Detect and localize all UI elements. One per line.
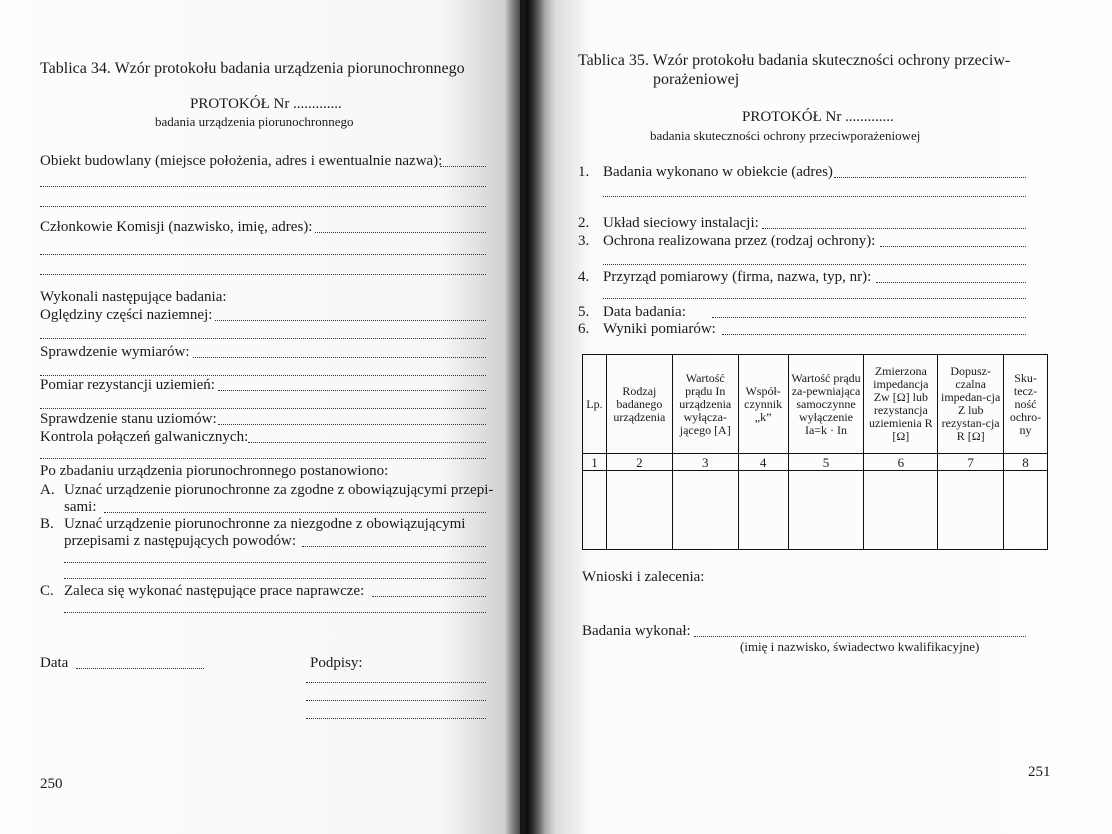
data-label: Data [40, 655, 69, 671]
czlonkowie-dotted-line [40, 274, 486, 275]
uziomy-dotted-line [218, 424, 486, 425]
signature-line [306, 718, 486, 719]
empty-cell [788, 471, 864, 550]
pomiar-dotted-line [218, 390, 486, 391]
column-number-cell: 8 [1004, 454, 1048, 471]
option-b-dotted-line [64, 578, 486, 579]
option-a-dotted-line [104, 512, 486, 513]
czlonkowie-label: Członkowie Komisji (nazwisko, imię, adres): [40, 219, 313, 235]
table-empty-row [583, 471, 1048, 550]
option-b-text: Uznać urządzenie piorunochronne za niezgodne z obowiązującymi [64, 516, 466, 532]
kontrola-dotted-line [40, 458, 486, 459]
table-header-cell: Sku-tecz-ność ochro-ny [1004, 355, 1048, 454]
badania-wykonal-note: (imię i nazwisko, świadectwo kwalifikacyjne) [740, 639, 980, 654]
empty-cell [864, 471, 938, 550]
badania-wykonal-dotted-line [694, 636, 1026, 637]
item-dotted-line [603, 264, 1026, 265]
table-header-cell: Wartość prądu za-pewniająca samoczynne wyłączenie Ia=k · In [788, 355, 864, 454]
table-header-cell: Dopusz-czalna impedan-cja Z lub rezystan-cja R [Ω] [938, 355, 1004, 454]
item-dotted-line [834, 177, 1026, 178]
item-number: 4. [578, 269, 590, 285]
podpisy-label: Podpisy: [310, 655, 363, 671]
right-protocol-subheading: badania skuteczności ochrony przeciwporażeniowej [650, 128, 921, 143]
option-c-marker: C. [40, 583, 54, 599]
column-number-cell: 7 [938, 454, 1004, 471]
option-b-marker: B. [40, 516, 54, 532]
empty-cell [672, 471, 738, 550]
item-label: Badania wykonano w obiekcie (adres) [603, 164, 833, 180]
czlonkowie-dotted-line [40, 254, 486, 255]
right-protocol-heading: PROTOKÓŁ Nr ............. [742, 109, 894, 125]
signature-line [306, 682, 486, 683]
item-number: 3. [578, 233, 590, 249]
item-label: Ochrona realizowana przez (rodzaj ochrony): [603, 233, 876, 249]
table-column-number-row [583, 454, 1048, 471]
table-header-cell: Współ-czynnik „k” [738, 355, 788, 454]
czlonkowie-dotted-line [315, 232, 486, 233]
badania-wykonal-label: Badania wykonał: [582, 623, 691, 639]
wnioski-label: Wnioski i zalecenia: [582, 569, 705, 585]
ogledziny-dotted-line [40, 338, 486, 339]
ogledziny-label: Oględziny części naziemnej: [40, 307, 213, 323]
option-b-dotted-line [64, 562, 486, 563]
item-dotted-line [603, 196, 1026, 197]
item-number: 1. [578, 164, 590, 180]
item-label: Układ sieciowy instalacji: [603, 215, 759, 231]
table-header-cell: Rodzaj badanego urządzenia [606, 355, 672, 454]
column-number-cell: 1 [583, 454, 607, 471]
item-dotted-line [880, 246, 1026, 247]
empty-cell [938, 471, 1004, 550]
item-dotted-line [603, 298, 1026, 299]
ogledziny-dotted-line [215, 320, 486, 321]
right-page-number: 251 [1028, 764, 1051, 780]
pomiar-label: Pomiar rezystancji uziemień: [40, 377, 215, 393]
obiekt-dotted-line [40, 186, 486, 187]
table-header-cell: Wartość prądu In urządzenia wyłącza-jącego [A] [672, 355, 738, 454]
column-number-cell: 3 [672, 454, 738, 471]
empty-cell [1004, 471, 1048, 550]
option-a-text-cont: sami: [64, 499, 97, 515]
table-header-cell: Zmierzona impedancja Zw [Ω] lub rezystancja uziemienia R [Ω] [864, 355, 938, 454]
signature-line [306, 700, 486, 701]
results-table [582, 354, 1048, 550]
right-table-title: Tablica 35. Wzór protokołu badania skuteczności ochrony przeciw- [578, 52, 1011, 69]
option-a-marker: A. [40, 482, 55, 498]
wykonali-label: Wykonali następujące badania: [40, 289, 227, 305]
empty-cell [606, 471, 672, 550]
item-number: 6. [578, 321, 590, 337]
sprawdzenie-wymiarow-label: Sprawdzenie wymiarów: [40, 344, 190, 360]
kontrola-label: Kontrola połączeń galwanicznych: [40, 429, 249, 445]
pomiar-dotted-line [40, 408, 486, 409]
left-table-title: Tablica 34. Wzór protokołu badania urządzenia piorunochronnego [40, 60, 465, 77]
option-a-text: Uznać urządzenie piorunochronne za zgodne z obowiązującymi przepi- [64, 482, 494, 498]
option-c-text: Zaleca się wykonać następujące prace naprawcze: [64, 583, 365, 599]
left-protocol-subheading: badania urządzenia piorunochronnego [155, 114, 354, 129]
option-b-text-cont: przepisami z następujących powodów: [64, 533, 297, 549]
item-label: Przyrząd pomiarowy (firma, nazwa, typ, nr): [603, 269, 872, 285]
table-header-row [583, 355, 1048, 454]
empty-cell [583, 471, 607, 550]
item-dotted-line [762, 228, 1026, 229]
book-gutter [505, 0, 545, 834]
data-dotted-line [76, 668, 204, 669]
item-dotted-line [712, 317, 1026, 318]
table-header-cell: Lp. [583, 355, 607, 454]
obiekt-dotted-line [440, 166, 486, 167]
item-number: 2. [578, 215, 590, 231]
option-c-dotted-line [64, 612, 486, 613]
column-number-cell: 4 [738, 454, 788, 471]
left-protocol-heading: PROTOKÓŁ Nr ............. [190, 96, 342, 112]
obiekt-dotted-line [40, 206, 486, 207]
stan-uziomow-label: Sprawdzenie stanu uziomów: [40, 411, 217, 427]
column-number-cell: 2 [606, 454, 672, 471]
item-number: 5. [578, 304, 590, 320]
item-dotted-line [722, 334, 1026, 335]
item-label: Data badania: [603, 304, 686, 320]
right-table-title-cont: porażeniowej [653, 71, 740, 88]
kontrola-dotted-line [248, 442, 486, 443]
wymiary-dotted-line [193, 357, 486, 358]
obiekt-label: Obiekt budowlany (miejsce położenia, adres i ewentualnie nazwa): [40, 153, 443, 169]
column-number-cell: 6 [864, 454, 938, 471]
postanowiono-label: Po zbadaniu urządzenia piorunochronnego postanowiono: [40, 463, 389, 479]
item-dotted-line [876, 282, 1026, 283]
column-number-cell: 5 [788, 454, 864, 471]
empty-cell [738, 471, 788, 550]
option-b-dotted-line [302, 546, 486, 547]
option-c-dotted-line [372, 596, 486, 597]
item-label: Wyniki pomiarów: [603, 321, 716, 337]
left-page-number: 250 [40, 776, 63, 792]
